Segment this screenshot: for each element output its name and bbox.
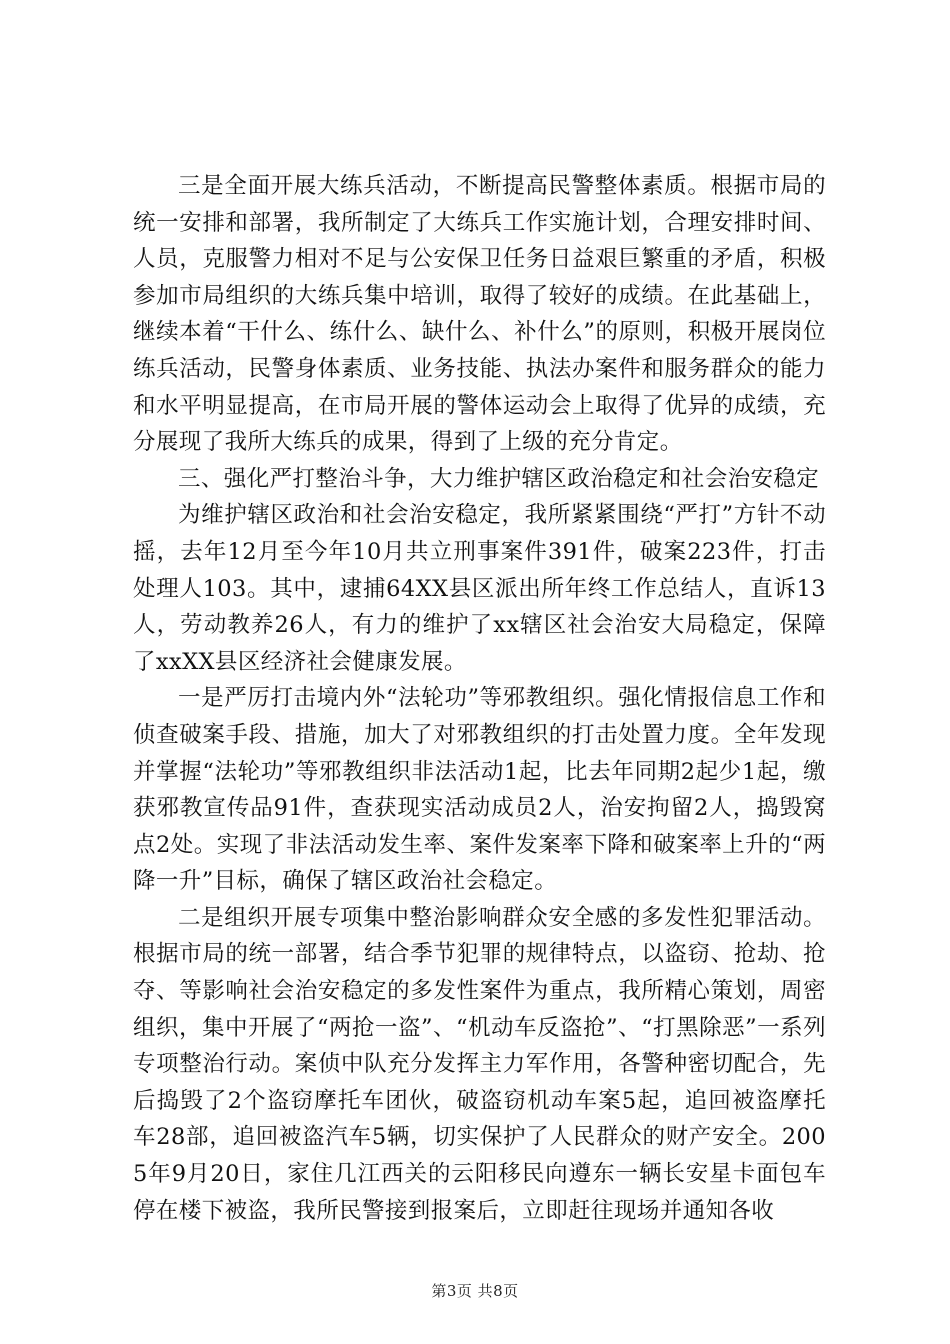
paragraph-training: 三是全面开展大练兵活动，不断提高民警整体素质。根据市局的统一安排和部署，我所制定了大练兵工作实施计划，合理安排时间、人员，克服警力相对不足与公安保卫任务日益艰巨繁重的矛盾，积极参加市局组织的大练兵集中培训，取得了较好的成绩。在此基础上，继续本着“干什么、练什么、缺什么、补什么”的原则，积极开展岗位练兵活动，民警身体素质、业务技能、执法办案件和服务群众的能力和水平明显提高，在市局开展的警体运动会上取得了优异的成绩，充分展现了我所大练兵的成果，得到了上级的充分肯定。	[133, 173, 826, 456]
paragraph-special-rectification: 二是组织开展专项集中整治影响群众安全感的多发性犯罪活动。根据市局的统一部署，结合季节犯罪的规律特点，以盗窃、抢劫、抢夺、等影响社会治安稳定的多发性案件为重点，我所精心策划，周密组织，集中开展了“两抢一盗”、“机动车反盗抢”、“打黑除恶”一系列专项整治行动。案侦中队充分发挥主力军作用，各警种密切配合，先后捣毁了2个盗窃摩托车团伙，破盗窃机动车案5起，追回被盗摩托车28部，追回被盗汽车5辆，切实保护了人民群众的财产安全。2005年9月20日，家住几江西关的云阳移民向遵东一辆长安星卡面包车停在楼下被盗，我所民警接到报案后，立即赶往现场并通知各收	[133, 904, 826, 1224]
paragraph-cult-crackdown: 一是严厉打击境内外“法轮功”等邪教组织。强化情报信息工作和侦查破案手段、措施，加大了对邪教组织的打击处置力度。全年发现并掌握“法轮功”等邪教组织非法活动1起，比去年同期2起少1起，缴获邪教宣传品91件，查获现实活动成员2人，治安拘留2人，捣毁窝点2处。实现了非法活动发生率、案件发案率下降和破案率上升的“两降一升”目标，确保了辖区政治社会稳定。	[133, 685, 826, 895]
paragraph-strike-hard: 为维护辖区政治和社会治安稳定，我所紧紧围绕“严打”方针不动摇，去年12月至今年10月共立刑事案件391件，破案223件，打击处理人103。其中，逮捕64XX县区派出所年终工作总结人，直诉13人，劳动教养26人，有力的维护了xx辖区社会治安大局稳定，保障了xxXX县区经济社会健康发展。	[133, 502, 826, 675]
document-body	[133, 168, 826, 1229]
page-number-footer: 第3页 共8页	[431, 1282, 519, 1300]
section-heading-three: 三、强化严打整治斗争，大力维护辖区政治稳定和社会治安稳定	[178, 465, 820, 492]
